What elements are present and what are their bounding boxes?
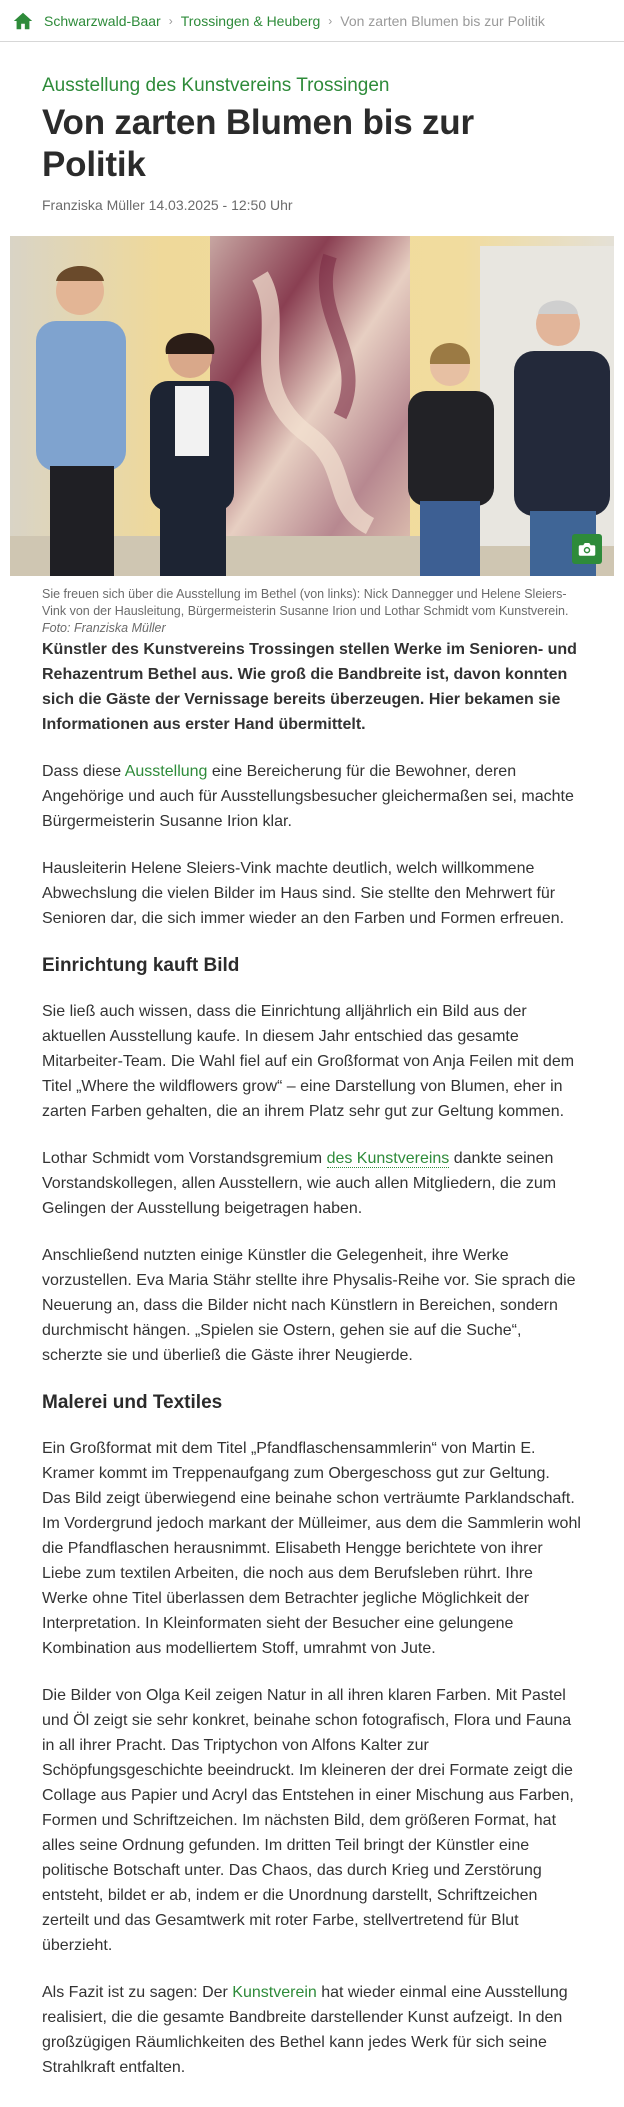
paragraph-6: Ein Großformat mit dem Titel „Pfandflaschensammlerin“ von Martin E. Kramer kommt im Treppenaufgang zum Obergeschoss gut zur Geltung. Das Bild zeigt überwiegend eine beinahe schon verträumte Parklandschaft. Im Vordergrund jedoch markant der Mülleimer, aus dem die Sammlerin wohl die Pfandflaschen herausnimmt. Elisabeth Hengge berichtete von ihrer Liebe zum textilen Arbeiten, die noch aus dem Berufsleben rührt. Ihre Werke ohne Titel überlassen dem Betrachter jegliche Möglichkeit der Interpretation. In Kleinformaten sieht der Besucher eine gelungene Kombination aus modelliertem Stoff, umrahmt von Jute. <box>42 1440 581 1657</box>
paragraph-4-text: dankte seinen Vorstandskollegen, allen Ausstellern, wie auch allen Mitgliedern, die zum Gelingen der Ausstellung beigetragen haben. <box>42 1150 557 1217</box>
article-lead: Künstler des Kunstvereins Trossingen stellen Werke im Senioren- und Rehazentrum Bethel aus. Wie groß die Bandbreite ist, davon konnten sich die Gäste der Vernissage bereits überzeugen. Hier bekamen sie Informationen aus erster Hand übermittelt. <box>42 641 577 733</box>
breadcrumb <box>0 0 624 42</box>
camera-icon <box>578 541 596 557</box>
link-kunstverein-tooltip[interactable]: des Kunstvereins <box>326 1150 450 1167</box>
link-kunstverein[interactable]: Kunstverein <box>232 1984 317 2001</box>
article-photo[interactable] <box>10 236 614 576</box>
subheading-einrichtung: Einrichtung kauft Bild <box>42 955 240 976</box>
article-header <box>0 74 624 214</box>
link-ausstellung[interactable]: Ausstellung <box>124 763 208 780</box>
article-headline: Von zarten Blumen bis zur Politik <box>42 103 474 184</box>
photo-illustration <box>10 236 614 576</box>
article-body <box>0 637 624 2080</box>
paragraph-8-text: hat wieder einmal eine Ausstellung realisiert, die die gesamte Bandbreite darstellender Kunst aufzeigt. In den großzügigen Räumlichkeiten des Bethel kann jedes Werk für sich seine Strahlkraft entfalten. <box>42 1984 568 2076</box>
article-figure <box>0 236 624 637</box>
home-icon <box>12 10 34 32</box>
gallery-button[interactable] <box>572 534 602 564</box>
paragraph-4 <box>42 1146 582 1221</box>
photo-credit: Foto: Franziska Müller <box>42 621 166 635</box>
paragraph-1 <box>42 759 582 834</box>
breadcrumb-link-trossingen[interactable]: Trossingen & Heuberg <box>180 12 321 29</box>
photo-caption-text: Sie freuen sich über die Ausstellung im Bethel (von links): Nick Dannegger und Helene Sleiers-Vink von der Hausleitung, Bürgermeisterin Susanne Irion und Lothar Schmidt vom Kunstverein. <box>42 587 569 618</box>
breadcrumb-separator: › <box>168 13 173 28</box>
paragraph-2: Hausleiterin Helene Sleiers-Vink machte deutlich, welch willkommene Abwechslung die vielen Bilder im Haus sind. Sie stellte den Mehrwert für Senioren dar, die sich immer wieder an den Farben und Formen erfreuen. <box>42 860 565 927</box>
paragraph-3: Sie ließ auch wissen, dass die Einrichtung alljährlich ein Bild aus der aktuellen Ausstellung kaufe. In diesem Jahr entschied das gesamte Mitarbeiter-Team. Die Wahl fiel auf ein Großformat von Anja Feilen mit dem Titel „Where the wildflowers grow“ – eine Darstellung von Blumen, eher in zarten Farben gehalten, die an ihrem Platz sehr gut zur Geltung kommen. <box>42 1003 575 1120</box>
paragraph-1-text: Dass diese <box>42 763 125 780</box>
paragraph-8-text: Als Fazit ist zu sagen: Der <box>42 1984 233 2001</box>
paragraph-5: Anschließend nutzten einige Künstler die Gelegenheit, ihre Werke vorzustellen. Eva Maria Stähr stellte ihre Physalis-Reihe vor. Sie sprach die Neuerung an, dass die Bilder nicht nach Künstlern in Bereichen, sondern durchmischt hängen. „Spielen sie Ostern, gehen sie auf die Suche“, scherzte sie und überließ die Gäste ihrer Neugierde. <box>42 1247 576 1364</box>
article-meta: Franziska Müller 14.03.2025 - 12:50 Uhr <box>42 197 293 213</box>
subheading-malerei: Malerei und Textiles <box>42 1392 223 1413</box>
paragraph-7: Die Bilder von Olga Keil zeigen Natur in all ihren klaren Farben. Mit Pastel und Öl zeigt sie sehr konkret, beinahe schon fotografisch, Flora und Fauna in all ihrer Pracht. Das Triptychon von Alfons Kalter zur Schöpfungsgeschichte beeindruckt. Im kleineren der drei Formate zeigt die Collage aus Papier und Acryl das Entstehen in einer Mischung aus Farben, Formen und Schriftzeichen. Im nächsten Bild, dem größeren Format, hat alles seine Ordnung gefunden. Im dritten Teil bringt der Künstler eine politische Botschaft unter. Das Chaos, das durch Krieg und Zerstörung entsteht, bildet er ab, indem er die Unordnung darstellt, Schriftzeichen zerteilt und das Gesamtwerk mit roter Farbe, stellvertretend für Blut überzieht. <box>42 1687 574 1954</box>
article-kicker: Ausstellung des Kunstvereins Trossingen <box>42 75 390 96</box>
paragraph-1-text: eine Bereicherung für die Bewohner, deren Angehörige und auch für Ausstellungsbesucher gleichermaßen sei, machte Bürgermeisterin Susanne Irion klar. <box>42 763 574 830</box>
home-link[interactable] <box>12 10 34 32</box>
paragraph-4-text: Lothar Schmidt vom Vorstandsgremium <box>42 1150 327 1167</box>
breadcrumb-separator: › <box>328 13 333 28</box>
breadcrumb-link-schwarzwald-baar[interactable]: Schwarzwald-Baar <box>44 12 161 29</box>
photo-caption <box>0 576 624 637</box>
paragraph-8 <box>42 1980 582 2080</box>
breadcrumb-current: Von zarten Blumen bis zur Politik <box>340 12 545 29</box>
